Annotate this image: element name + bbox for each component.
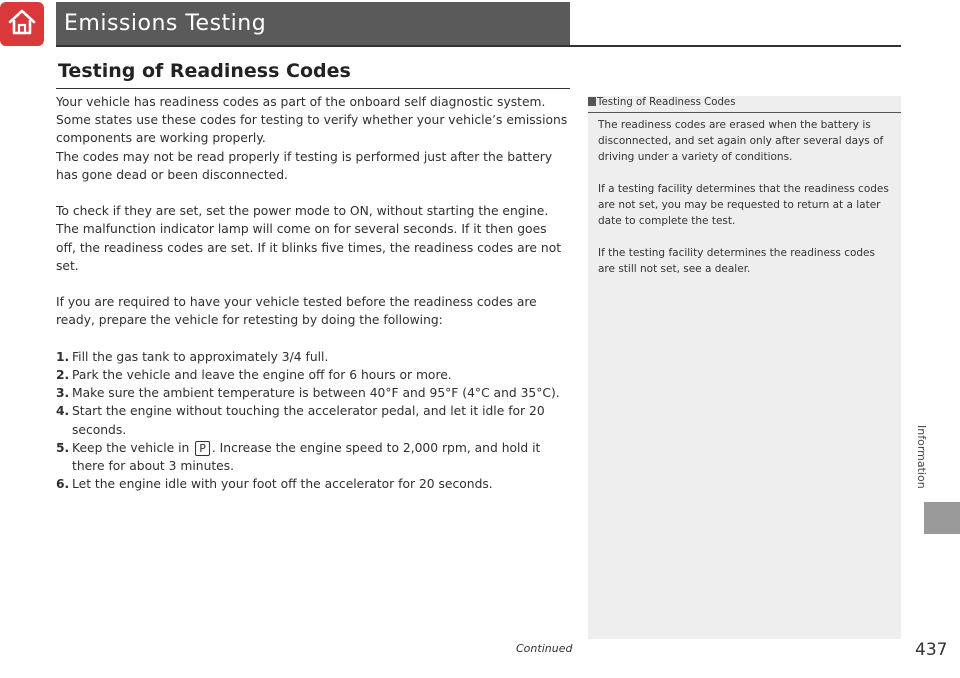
list-item [56, 439, 570, 475]
step-text-after: . Increase the engine speed to 2,000 rpm, and hold it there for about 3 minutes. [72, 440, 541, 474]
step-text: Park the vehicle and leave the engine off for 6 hours or more. [72, 368, 452, 382]
section-title: Testing of Readiness Codes [58, 60, 351, 82]
list-item [56, 384, 570, 402]
step-text-before: Keep the vehicle in [72, 440, 194, 455]
chapter-title: Emissions Testing [56, 2, 570, 46]
sidebar-paragraph: The readiness codes are erased when the battery is disconnected, and set again only after several days of driving under a variety of conditions. [598, 119, 884, 163]
chapter-divider [56, 45, 901, 47]
chapter-tab-label[interactable]: Information [915, 425, 928, 489]
sidebar-note [588, 96, 901, 639]
list-item [56, 475, 570, 493]
sidebar-paragraph: If a testing facility determines that the readiness codes are not set, you may be requested to return at a later date to complete the test. [598, 183, 889, 227]
gear-position-badge: P [195, 441, 210, 456]
step-text: Let the engine idle with your foot off the accelerator for 20 seconds. [72, 477, 493, 492]
body-paragraph-check: To check if they are set, set the power mode to ON, without starting the engine. The malfunction indicator lamp will come on for several seconds. If it then goes off, the readiness codes are set. If it blinks five times, the readiness codes are not set. [56, 204, 562, 273]
chapter-tab-marker [924, 502, 960, 534]
body-paragraph-retest: If you are required to have your vehicle tested before the readiness codes are ready, prepare the vehicle for retesting by doing the following: [56, 295, 537, 328]
page-number: 437 [915, 640, 948, 660]
list-item [56, 348, 570, 366]
continued-label: Continued [516, 642, 573, 655]
body-paragraph-intro: Your vehicle has readiness codes as part of the onboard self diagnostic system. Some states use these codes for testing to verify whether your vehicle’s emissions components are working properly. [56, 95, 568, 146]
section-divider [56, 88, 570, 89]
home-button[interactable] [0, 2, 44, 46]
step-number: 5. [56, 440, 70, 455]
step-number: 4. [56, 404, 70, 419]
step-text: Make sure the ambient temperature is between 40°F and 95°F (4°C and 35°C). [72, 386, 560, 401]
step-number: 6. [56, 477, 70, 492]
sidebar-heading-text: Testing of Readiness Codes [597, 97, 736, 108]
step-number: 1. [56, 349, 70, 364]
body-paragraph-battery: The codes may not be read properly if testing is performed just after the battery has gone dead or been disconnected. [56, 149, 553, 182]
sidebar-heading [588, 96, 901, 113]
step-text: Start the engine without touching the accelerator pedal, and let it idle for 20 seconds. [72, 404, 545, 437]
step-text: Fill the gas tank to approximately 3/4 full. [72, 349, 329, 364]
sidebar-paragraph: If the testing facility determines the readiness codes are still not set, see a dealer. [598, 247, 875, 275]
list-item [56, 366, 570, 384]
sidebar-body [588, 113, 893, 277]
home-icon [6, 7, 38, 41]
list-item [56, 402, 570, 438]
note-marker-icon [588, 97, 596, 106]
main-body-text [56, 93, 570, 493]
retest-steps-list [56, 348, 570, 494]
step-number: 3. [56, 386, 70, 401]
step-number: 2. [56, 368, 70, 382]
